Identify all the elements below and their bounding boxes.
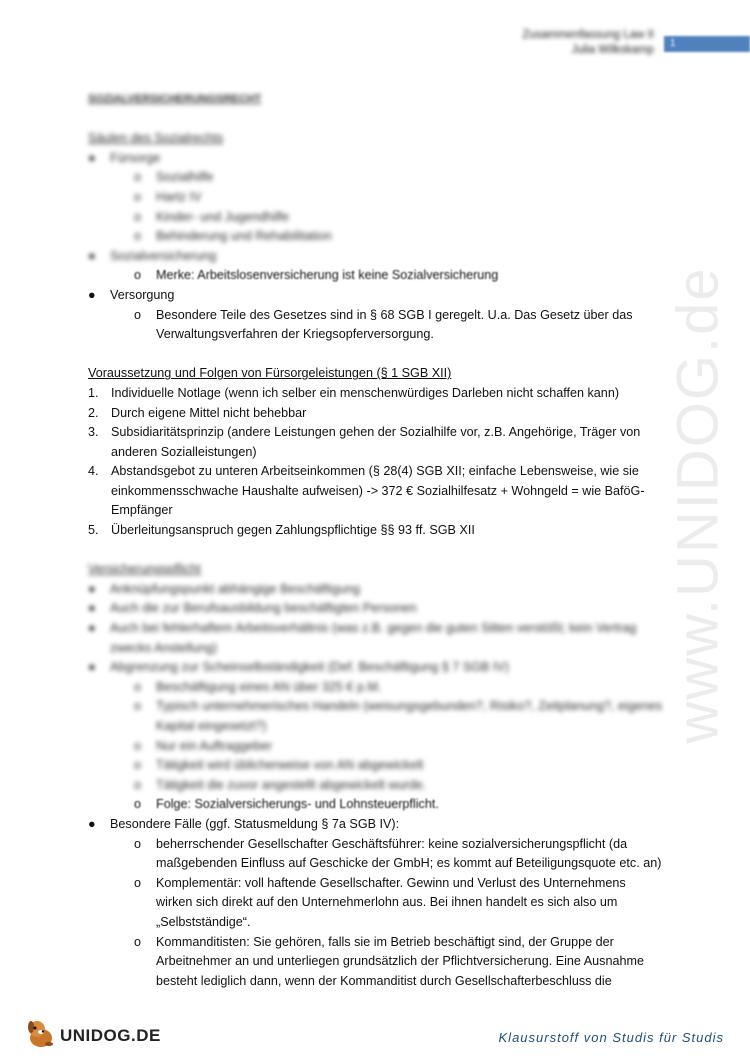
- list-item-continuation: zwecks Anstellung): [110, 640, 218, 655]
- list-item-continuation: Kapital eingesetzt?): [156, 719, 267, 733]
- numbered-item: 2. Durch eigene Mittel nicht behebbar: [88, 405, 307, 420]
- bullet-marker: ●: [88, 248, 96, 263]
- dog-mascot-icon: [24, 1016, 58, 1050]
- list-item: o Tätigkeit wird üblicherweise von AN abgewickelt: [88, 756, 648, 776]
- watermark-text: www.UNIDOG.de: [665, 266, 731, 744]
- list-item: o Merke: Arbeitslosenversicherung ist keine Sozialversicherung: [88, 266, 648, 286]
- list-item: o Behinderung und Rehabilitation: [88, 227, 648, 247]
- list-item: ● Auch die zur Berufsausbildung beschäftigten Personen: [88, 599, 648, 619]
- numbered-item: 3. Subsidiaritätsprinzip (andere Leistungen gehen der Sozialhilfe vor, z.B. Angehörige, Träger von: [88, 425, 641, 440]
- sub-bullet-marker: o: [134, 777, 142, 792]
- list-item: o beherrschender Gesellschafter Geschäftsführer: keine sozialversicherungspflicht (da: [88, 835, 648, 855]
- sub-bullet-marker: o: [134, 875, 142, 890]
- list-item-continuation: Verwaltungsverfahren der Kriegsopferversorgung.: [156, 327, 434, 342]
- sub-bullet-marker: o: [134, 738, 142, 753]
- list-item-continuation: „Selbstständige“.: [156, 914, 251, 929]
- list-item-continuation: maßgebenden Einfluss auf Geschicke der GmbH; es kommt auf Beteiligungsquote etc. an): [156, 856, 662, 871]
- section-heading: Säulen des Sozialrechts: [88, 131, 224, 146]
- sub-bullet-marker: o: [134, 209, 142, 224]
- list-item: ● Sozialversicherung: [88, 247, 648, 267]
- list-item: ● Fürsorge: [88, 149, 648, 169]
- bullet-marker: ●: [88, 601, 96, 616]
- list-item: o Sozialhilfe: [88, 168, 648, 188]
- list-item: ● Abgrenzung zur Scheinselbständigkeit (Def. Beschäftigung § 7 SGB IV): [88, 658, 648, 678]
- list-item-continuation: Arbeitnehmer an und unterliegen grundsätzlich der Pflichtversicherung. Eine Ausnahme: [156, 954, 644, 969]
- document-body: [88, 90, 663, 991]
- sub-bullet-marker: o: [134, 797, 142, 812]
- section-heading: Versicherungspflicht: [88, 562, 201, 577]
- watermark: [665, 266, 731, 744]
- logo-text: UNIDOG.DE: [60, 1026, 161, 1045]
- sub-bullet-marker: o: [134, 170, 142, 185]
- list-item: o Typisch unternehmerisches Handeln (weisungsgebunden?, Risiko?, Zeitplanung?, eigenes: [88, 697, 648, 717]
- footer-tagline: Klausurstoff von Studis für Studis: [498, 1030, 724, 1045]
- list-item: ● Versorgung: [88, 286, 648, 306]
- list-item: o Folge: Sozialversicherungs- und Lohnsteuerpflicht.: [88, 795, 648, 815]
- list-item-continuation: wirken sich direkt auf den Unternehmerlohn aus. Bei ihnen handelt es sich also um: [156, 895, 618, 910]
- list-item: o Nur ein Auftraggeber: [88, 737, 648, 757]
- sub-bullet-marker: o: [134, 699, 142, 714]
- header-author: Julia Wilkskamp: [571, 44, 654, 56]
- numbered-item: 5. Überleitungsanspruch gegen Zahlungspflichtige §§ 93 ff. SGB XII: [88, 523, 475, 538]
- numbered-item-continuation: anderen Sozialleistungen): [111, 444, 257, 459]
- header-title: Zusammenfassung Law II: [522, 29, 654, 41]
- sub-bullet-marker: o: [134, 307, 142, 322]
- bullet-marker: ●: [88, 816, 96, 831]
- numbered-item-continuation: einkommensschwache Haushalte aufweisen) -> 372 € Sozialhilfesatz + Wohngeld = wie BaföG-: [111, 483, 645, 498]
- sub-bullet-marker: o: [134, 268, 142, 283]
- sub-bullet-marker: o: [134, 836, 142, 851]
- bullet-marker: ●: [88, 287, 96, 302]
- sub-bullet-marker: o: [134, 229, 142, 244]
- sub-bullet-marker: o: [134, 758, 142, 773]
- document-title: SOZIALVERSICHERUNGSRECHT: [88, 93, 262, 105]
- page-number: 1: [664, 36, 750, 52]
- list-item: ● Besondere Fälle (ggf. Statusmeldung § 7a SGB IV):: [88, 815, 648, 835]
- list-item: ● Anknüpfungspunkt abhängige Beschäftigung: [88, 580, 648, 600]
- list-item: o Beschäftigung eines AN über 325 € p.M.: [88, 678, 648, 698]
- bullet-marker: ●: [88, 621, 96, 636]
- list-item: o Komplementär: voll haftende Gesellschafter. Gewinn und Verlust des Unternehmens: [88, 874, 648, 894]
- list-item: o Kinder- und Jugendhilfe: [88, 208, 648, 228]
- page-header: [522, 28, 654, 58]
- numbered-item: 1. Individuelle Notlage (wenn ich selber ein menschenwürdiges Darleben nicht schaffen kann): [88, 385, 620, 400]
- bullet-marker: ●: [88, 660, 96, 675]
- sub-bullet-marker: o: [134, 934, 142, 949]
- sub-bullet-marker: o: [134, 189, 142, 204]
- bullet-marker: ●: [88, 581, 96, 596]
- bullet-marker: ●: [88, 150, 96, 165]
- numbered-item: 4. Abstandsgebot zu unteren Arbeitseinkommen (§ 28(4) SGB XII; einfache Lebensweise, wie sie: [88, 464, 639, 479]
- list-item-continuation: besteht lediglich dann, wenn der Kommanditist durch Gesellschafterbeschluss die: [156, 973, 612, 988]
- list-item: o Tätigkeit die zuvor angestellt abgewickelt wurde.: [88, 776, 648, 796]
- list-item: o Besondere Teile des Gesetzes sind in § 68 SGB I geregelt. U.a. Das Gesetz über das: [88, 306, 648, 326]
- list-item: ● Auch bei fehlerhaftem Arbeitsverhältnis (was z.B. gegen die guten Sitten verstößt; kein Vertrag: [88, 619, 648, 639]
- sub-bullet-marker: o: [134, 679, 142, 694]
- unidog-logo[interactable]: [20, 1010, 170, 1055]
- list-item: o Hartz IV: [88, 188, 648, 208]
- numbered-item-continuation: Empfänger: [111, 503, 173, 518]
- list-item: o Kommanditisten: Sie gehören, falls sie im Betrieb beschäftigt sind, der Gruppe der: [88, 933, 648, 953]
- section-heading: Voraussetzung und Folgen von Fürsorgeleistungen (§ 1 SGB XII): [88, 366, 452, 381]
